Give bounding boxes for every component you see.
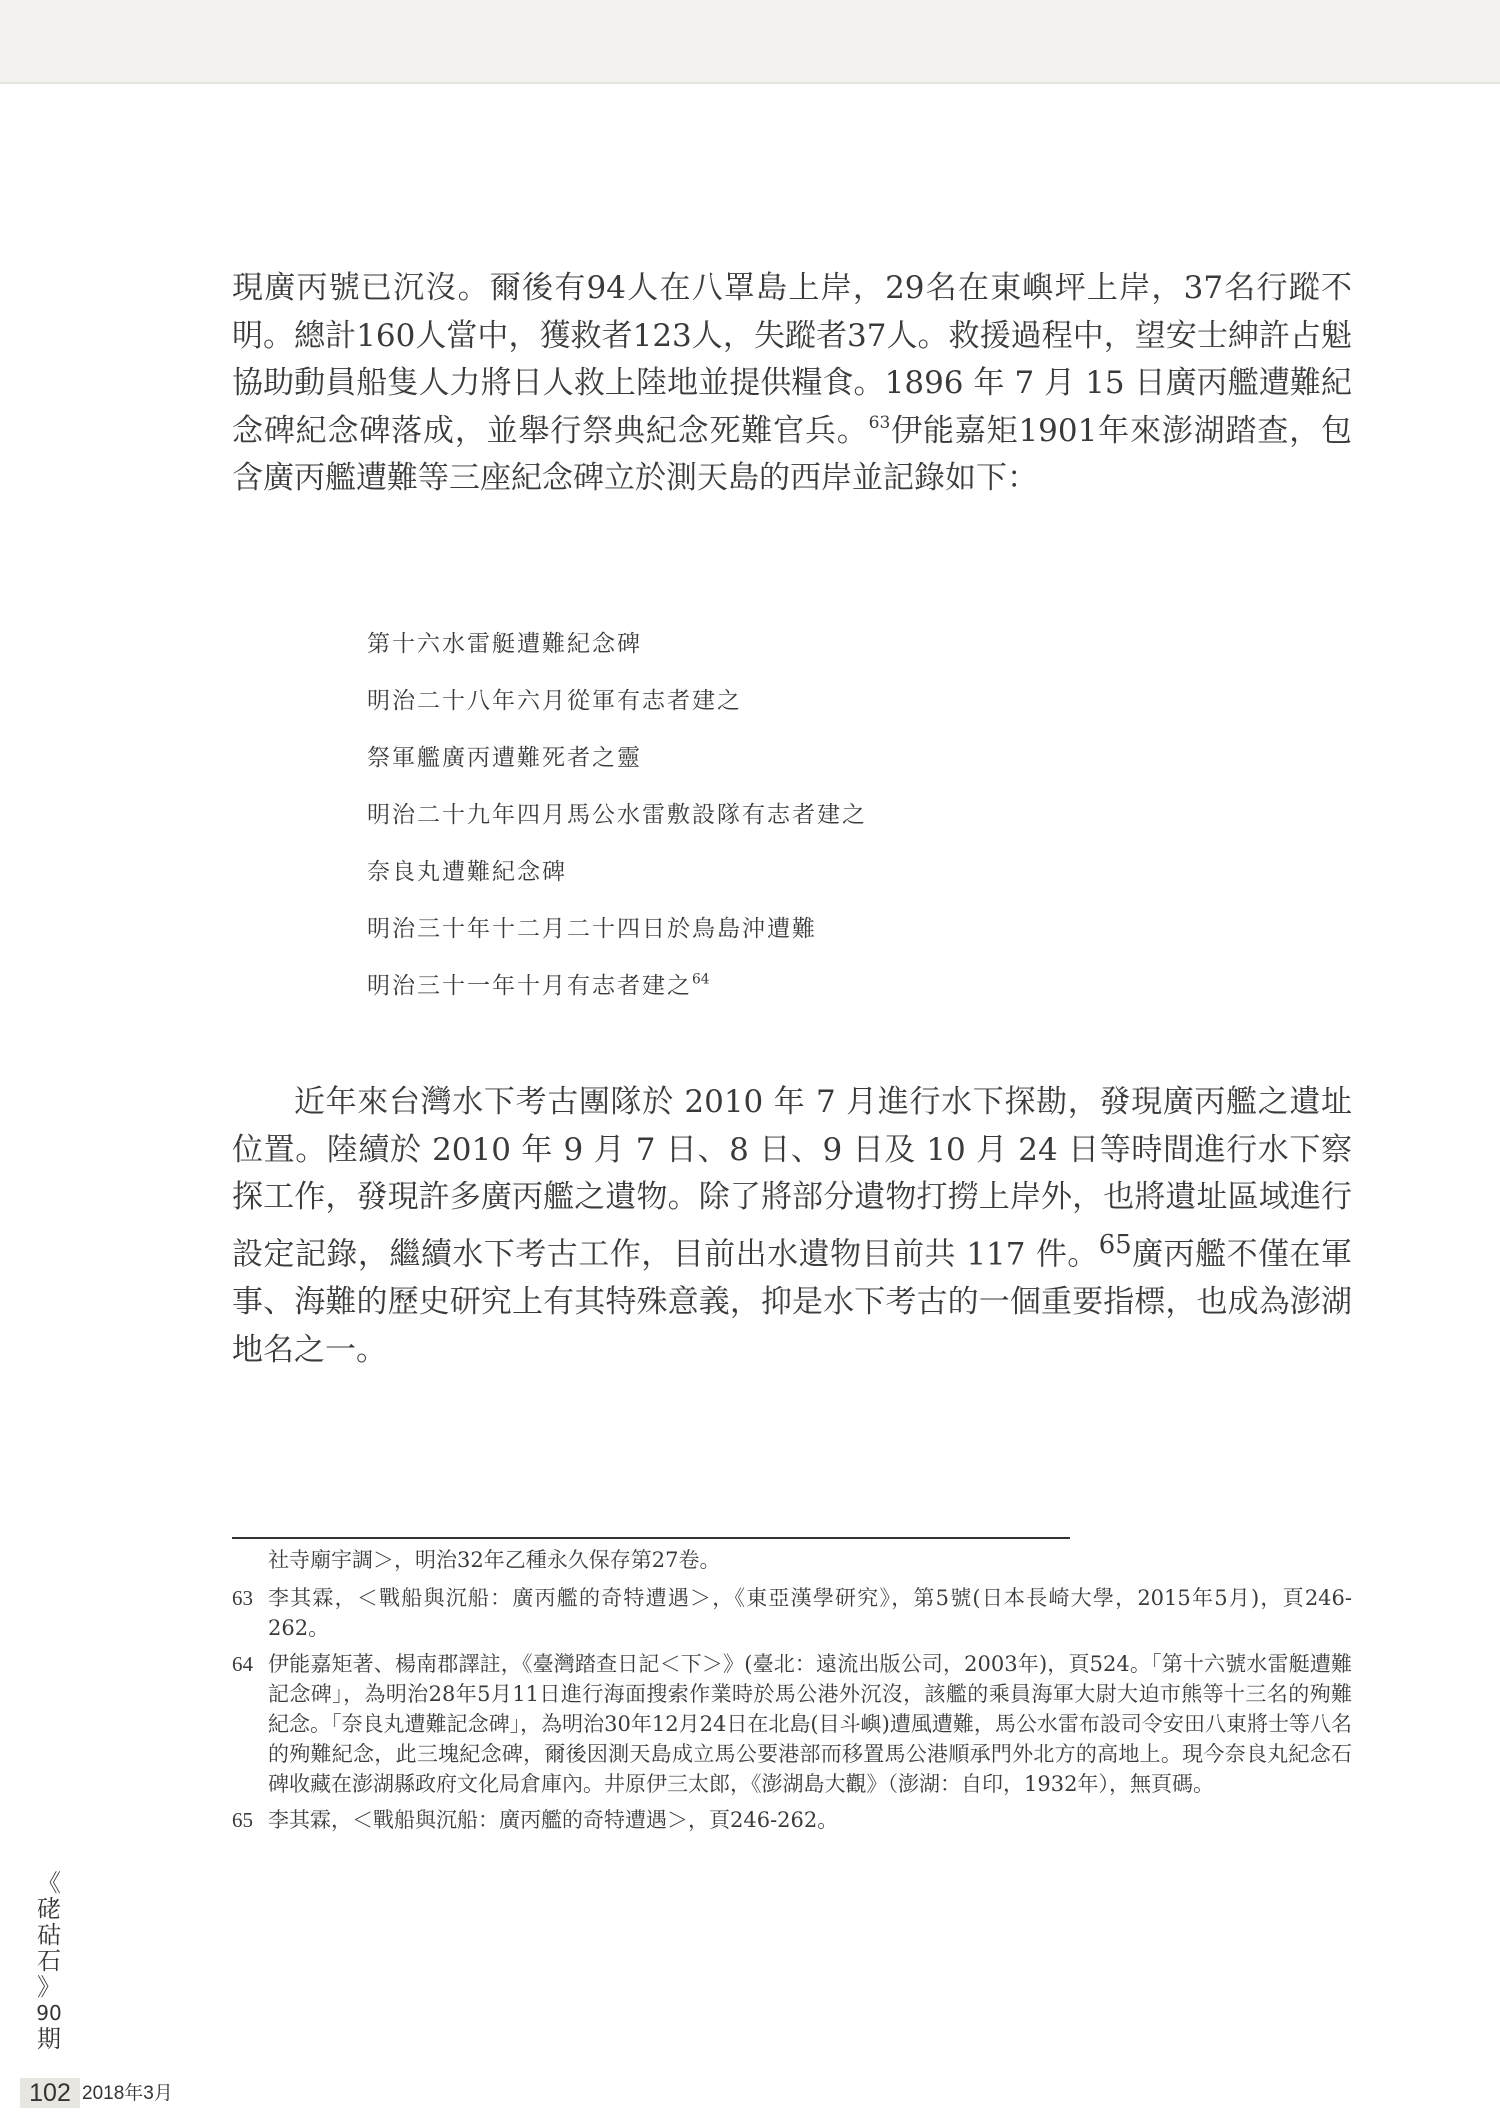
footnote-text: 李其霖，＜戰船與沉船：廣丙艦的奇特遭遇＞，頁246-262。	[268, 1808, 839, 1832]
second-paragraph-text-after: 廣丙艦不僅在軍事、海難的歷史研究上有其特殊意義，抑是水下考古的一個重要指標，也成為澎湖地名之一。	[232, 1236, 1353, 1368]
second-text-block	[232, 1079, 1352, 1375]
footnotes	[232, 1545, 1352, 1841]
footnote-ref-64: 64	[692, 971, 710, 988]
inscription-line: 明治二十九年四月馬公水雷敷設隊有志者建之	[367, 802, 867, 828]
journal-title	[34, 1870, 64, 2052]
inscription-line-last	[367, 958, 1067, 1015]
footnote-64	[232, 1649, 1352, 1799]
main-paragraph-text: 現廣丙號已沉沒。爾後有94人在八罩島上岸，29名在東嶼坪上岸，37名行蹤不明。總計160人當中，獲救者123人，失蹤者37人。救援過程中，望安士紳許占魁協助動員船隻人力將日人救上陸地並提供糧食。1896 年 7 月 15 日廣丙艦遭難紀念碑紀念碑落成，並舉行祭典紀念死難官兵。	[232, 270, 1352, 449]
journal-issue: 90	[36, 2001, 62, 2025]
footnote-text: 伊能嘉矩著、楊南郡譯註，《臺灣踏查日記＜下＞》(臺北：遠流出版公司，2003年)，頁524。「第十六號水雷艇遭難記念碑」，為明治28年5月11日進行海面搜索作業時於馬公港外沉沒，該艦的乘員海軍大尉大迫市熊等十三名的殉難紀念。「奈良丸遭難記念碑」，為明治30年12月24日在北島(目斗嶼)遭風遭難，馬公水雷布設司令安田八東將士等八名的殉難紀念，此三塊紀念碑，爾後因測天島成立馬公要港部而移置馬公港順承門外北方的高地上。現今奈良丸紀念石碑收藏在澎湖縣政府文化局倉庫內。井原伊三太郎，《澎湖島大觀》（澎湖：自印，1932年），無頁碼。	[268, 1652, 1352, 1796]
footnote-65	[232, 1805, 1352, 1835]
second-paragraph-text: 近年來台灣水下考古團隊於 2010 年 7 月進行水下探勘，發現廣丙艦之遺址位置。陸續於 2010 年 9 月 7 日、8 日、9 日及 10 月 24 日等時間進行水下察探工作，發現許多廣丙艦之遺物。除了將部分遺物打撈上岸外，也將遺址區域進行設定記錄，繼續水下考古工作，目前出水遺物目前共 117 件。	[232, 1084, 1352, 1273]
journal-title-char: 《	[37, 1869, 61, 1897]
scan-top-edge	[0, 82, 1500, 84]
journal-title-char: 》	[37, 1973, 61, 2001]
footnote-continued: 社寺廟宇調＞，明治32年乙種永久保存第27卷。	[268, 1548, 721, 1572]
footnote-number: 63	[232, 1586, 253, 1610]
inscription-line: 奈良丸遭難紀念碑	[367, 859, 567, 885]
journal-title-char: 石	[37, 1947, 61, 1975]
inscription-list	[367, 616, 1067, 1015]
footnote-text: 李其霖，＜戰船與沉船：廣丙艦的奇特遭遇＞，《東亞漢學研究》，第5號(日本長崎大學，2015年5月)，頁246-262。	[268, 1586, 1352, 1640]
footnote-divider	[232, 1537, 1070, 1539]
page-number: 102	[20, 2078, 80, 2108]
main-text-block	[232, 265, 1352, 503]
journal-title-char: 𥑮	[37, 1921, 61, 1949]
footnote-63	[232, 1583, 1352, 1643]
footnote-ref-63: 63	[868, 412, 891, 433]
footnote-number: 64	[232, 1652, 253, 1676]
inscription-line: 明治二十八年六月從軍有志者建之	[367, 688, 742, 714]
footnote-ref-65: 65	[1098, 1230, 1132, 1261]
journal-title-char: 期	[37, 2025, 61, 2053]
main-paragraph	[232, 265, 1352, 503]
issue-date: 2018年3月	[82, 2083, 173, 2104]
scan-top-band	[0, 0, 1500, 82]
inscription-line: 祭軍艦廣丙遭難死者之靈	[367, 745, 642, 771]
footnote-number: 65	[232, 1808, 253, 1832]
inscription-line: 第十六水雷艇遭難紀念碑	[367, 631, 642, 657]
second-paragraph	[232, 1079, 1352, 1375]
main-paragraph-text-after: 伊能嘉矩1901年來澎湖踏查，包含廣丙艦遭難等三座紀念碑立於測天島的西岸並記錄如下：	[232, 412, 1352, 496]
journal-title-char: 硓	[37, 1895, 61, 1923]
inscription-line-text: 明治三十一年十月有志者建之	[367, 973, 692, 999]
inscription-line: 明治三十年十二月二十四日於鳥島沖遭難	[367, 916, 817, 942]
